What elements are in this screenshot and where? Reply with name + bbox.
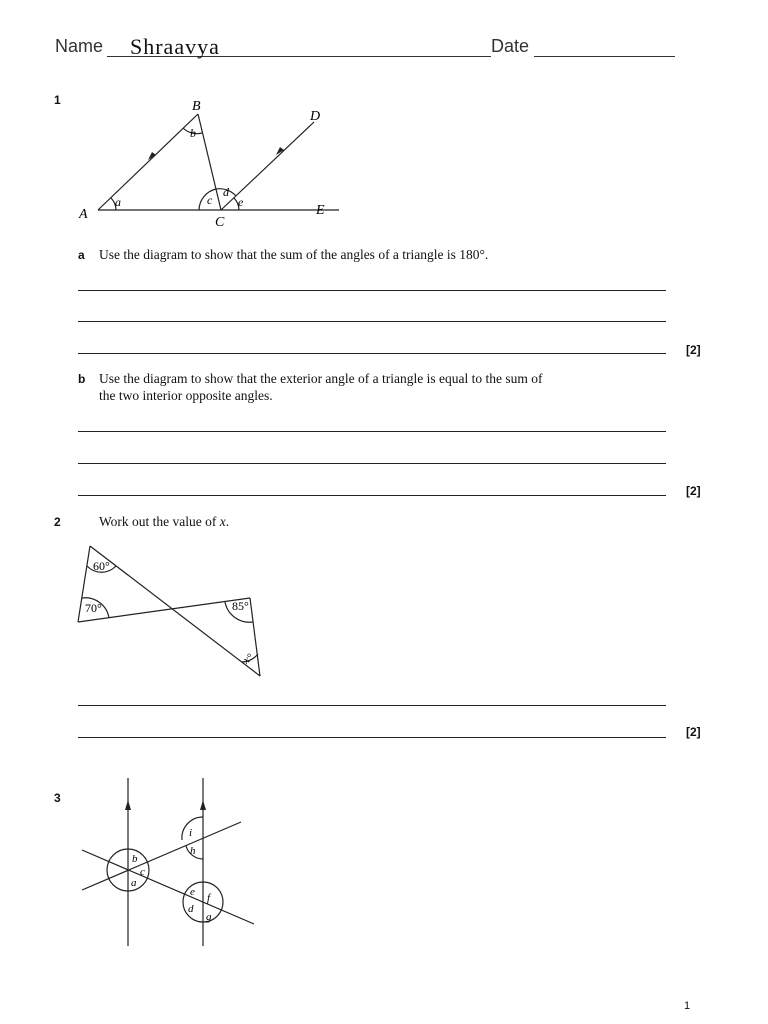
angle-70-label: 70°	[85, 601, 102, 615]
label-B: B	[192, 100, 201, 114]
angle-x-label: x°	[241, 651, 256, 667]
angle-e-label: e	[238, 195, 244, 209]
angle-c-label: c	[207, 193, 213, 207]
angle-85-label: 85°	[232, 599, 249, 613]
date-label: Date	[491, 36, 530, 56]
angle-f-label: f	[207, 892, 211, 904]
arrow-left	[125, 800, 131, 810]
name-label: Name	[55, 36, 104, 56]
transversal-2	[82, 850, 254, 924]
answer-line[interactable]	[78, 321, 666, 322]
angle-g-label: g	[206, 911, 212, 923]
angle-d-label: d	[188, 903, 194, 915]
answer-line[interactable]	[78, 495, 666, 496]
angle-d-label: d	[223, 185, 229, 199]
page-number: 1	[684, 1000, 691, 1012]
label-D: D	[310, 109, 321, 124]
question-3-number: 3	[54, 791, 61, 805]
q1-part-a-text: Use the diagram to show that the sum of the angles of a triangle is 180°.	[99, 247, 489, 262]
date-underline	[534, 56, 675, 57]
question-2-number: 2	[54, 515, 61, 529]
q1-part-a-letter: a	[78, 248, 85, 262]
arc-i	[182, 817, 203, 840]
right-edge	[250, 598, 260, 676]
q3-parallel-lines-diagram	[76, 774, 262, 950]
answer-line[interactable]	[78, 290, 666, 291]
answer-line[interactable]	[78, 737, 666, 738]
transversal-1	[82, 822, 241, 890]
q2-text: Work out the value of x.	[99, 514, 230, 529]
label-E: E	[316, 203, 325, 218]
angle-b-label: b	[190, 126, 196, 140]
angle-60-label: 60°	[93, 559, 110, 573]
angle-h-label: h	[190, 845, 196, 857]
q1-triangle-diagram	[74, 100, 344, 230]
arrow-right	[200, 800, 206, 810]
q2-marks: [2]	[686, 725, 701, 739]
q1-part-b-text-line2: the two interior opposite angles.	[99, 388, 273, 403]
angle-a-label: a	[115, 195, 121, 209]
answer-line[interactable]	[78, 431, 666, 432]
label-A: A	[79, 207, 88, 222]
label-C: C	[215, 215, 225, 230]
question-1-number: 1	[54, 93, 61, 107]
q1-part-b-letter: b	[78, 372, 86, 386]
q1b-marks: [2]	[686, 484, 701, 498]
angle-b-label: b	[132, 853, 138, 865]
answer-line[interactable]	[78, 705, 666, 706]
q1a-marks: [2]	[686, 343, 701, 357]
q1-part-b-text-line1: Use the diagram to show that the exterior angle of a triangle is equal to the sum of	[99, 371, 543, 386]
line-cd	[221, 122, 314, 210]
q2-crossed-triangles-diagram	[74, 540, 274, 680]
name-value: Shraavya	[130, 34, 220, 59]
angle-e-label: e	[190, 886, 195, 898]
angle-a-label: a	[131, 877, 137, 889]
angle-i-label: i	[189, 827, 193, 839]
answer-line[interactable]	[78, 463, 666, 464]
cross-line	[78, 598, 250, 622]
answer-line[interactable]	[78, 353, 666, 354]
angle-c-label: c	[140, 866, 145, 878]
